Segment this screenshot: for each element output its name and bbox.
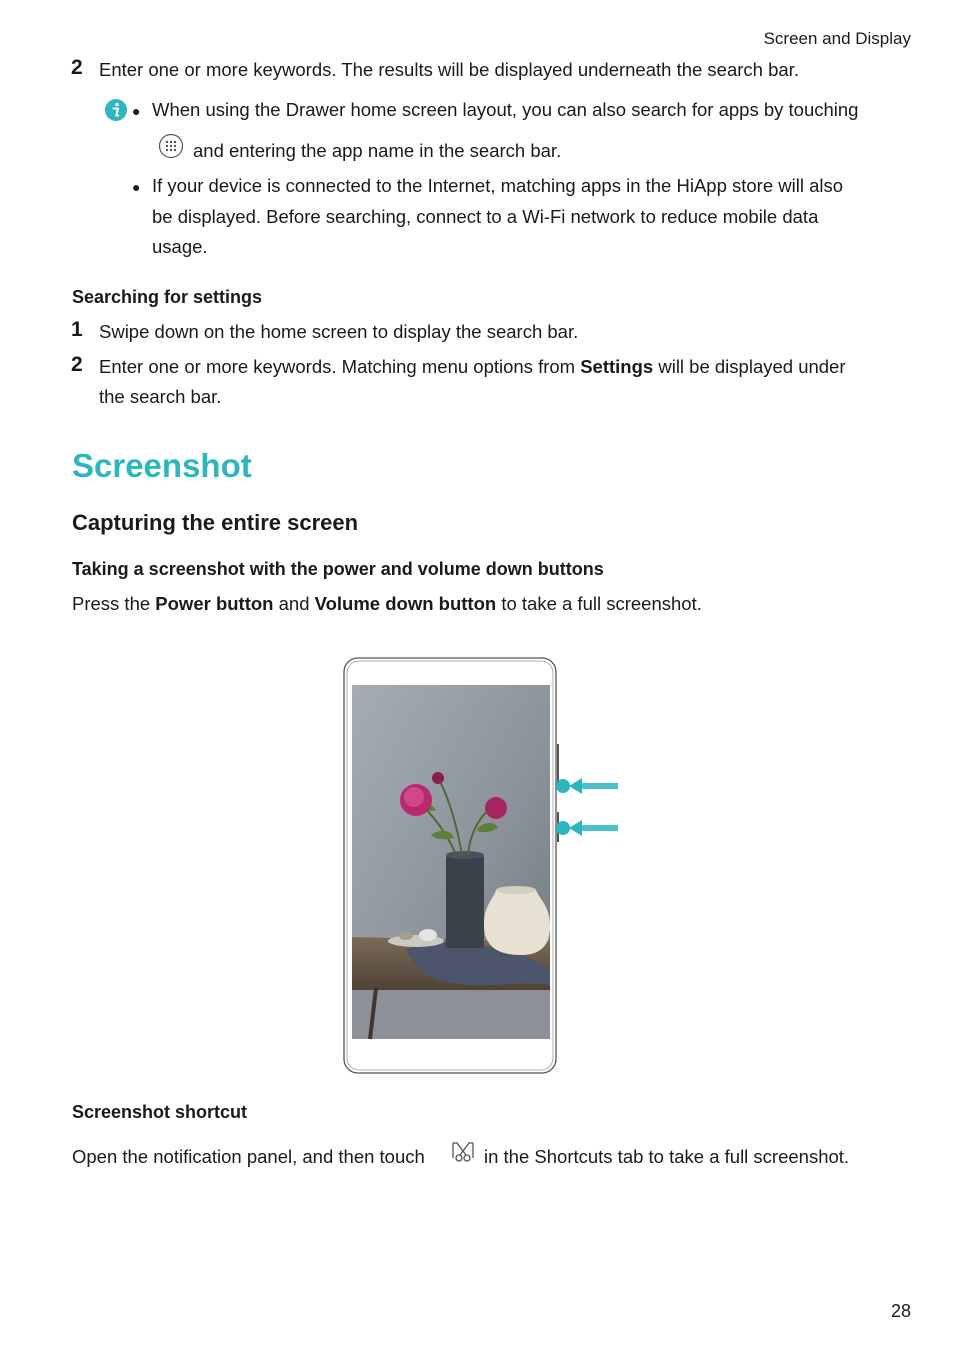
section-title: Screenshot xyxy=(72,447,252,484)
page-number: 28 xyxy=(890,1301,911,1321)
subheading: Screenshot shortcut xyxy=(72,1102,248,1122)
app-drawer-icon xyxy=(158,133,184,159)
bullet-dot: ● xyxy=(132,179,141,195)
instruction-text: in the Shortcuts tab to take a full screenshot. xyxy=(484,1146,850,1167)
note-bullet-text: and entering the app name in the search bar. xyxy=(193,140,562,161)
step-number: 2 xyxy=(71,56,83,79)
running-header: Screen and Display xyxy=(763,29,911,48)
step-text: Enter one or more keywords. The results will be displayed underneath the search bar. xyxy=(99,59,799,80)
step-text: Swipe down on the home screen to display the search bar. xyxy=(99,321,579,342)
note-bullet-text: If your device is connected to the Internet, matching apps in the HiApp store will also xyxy=(152,175,844,196)
button-press-arrows xyxy=(556,778,618,836)
settings-label: Settings xyxy=(580,356,654,377)
screenshot-scissors-icon xyxy=(449,1138,477,1166)
screen-photo xyxy=(352,685,550,1039)
step-text: Enter one or more keywords. Matching menu options from Settings will be displayed under xyxy=(99,356,846,377)
phone-illustration xyxy=(336,650,626,1082)
note-bullet-text: When using the Drawer home screen layout, you can also search for apps by touching xyxy=(152,99,859,120)
instruction-text: Open the notification panel, and then touch xyxy=(72,1146,425,1167)
subheading: Searching for settings xyxy=(72,287,263,307)
step-number: 1 xyxy=(71,318,83,341)
step-text: the search bar. xyxy=(99,386,222,407)
info-icon xyxy=(104,98,128,122)
note-bullet-text: usage. xyxy=(152,236,208,257)
subheading: Taking a screenshot with the power and volume down buttons xyxy=(72,559,604,579)
note-bullet-text: be displayed. Before searching, connect to a Wi-Fi network to reduce mobile data xyxy=(152,206,819,227)
instruction-text: Press the Power button and Volume down button to take a full screenshot. xyxy=(72,593,702,614)
bullet-dot: ● xyxy=(132,103,141,119)
step-number: 2 xyxy=(71,353,83,376)
section-subtitle: Capturing the entire screen xyxy=(72,510,359,535)
